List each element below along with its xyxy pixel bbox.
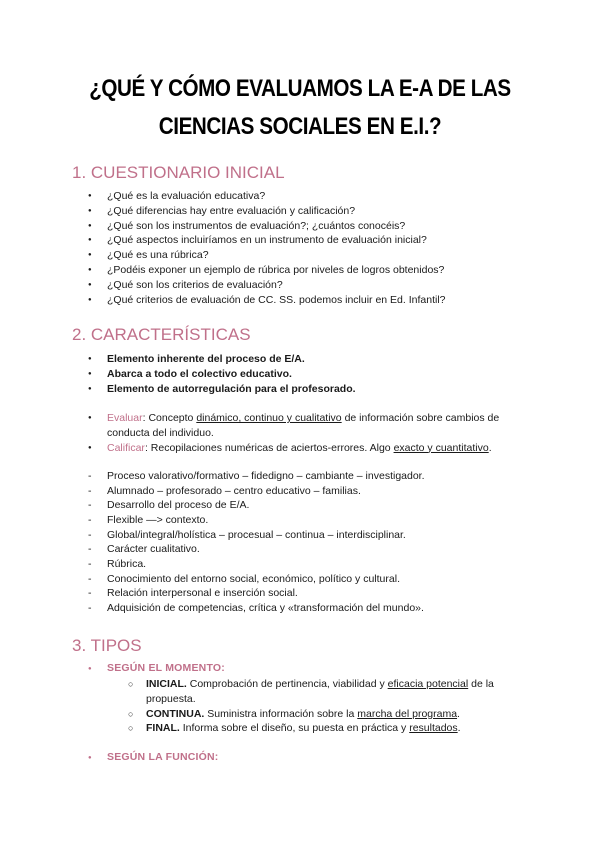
list-item bbox=[128, 707, 528, 722]
item-name: CONTINUA. bbox=[146, 707, 205, 720]
tipo-funcion-heading: ● SEGÚN LA FUNCIÓN: bbox=[88, 751, 219, 763]
underlined-text: eficacia potencial bbox=[387, 678, 469, 690]
item-text: Suministra información sobre la bbox=[204, 707, 358, 720]
rasgos-list bbox=[88, 469, 425, 616]
section-heading-cuestionario: 1. CUESTIONARIO INICIAL bbox=[72, 163, 285, 182]
list-item bbox=[128, 721, 528, 736]
list-item: - Global/integral/holística – procesual – continua – interdisciplinar. bbox=[88, 528, 425, 543]
definition-calificar bbox=[88, 441, 528, 456]
list-item: ● ¿Qué es una rúbrica? bbox=[88, 248, 446, 263]
item-text: de la propuesta. bbox=[146, 678, 494, 705]
list-item: ● ¿Qué criterios de evaluación de CC. SS. podemos incluir en Ed. Infantil? bbox=[88, 293, 446, 308]
list-item: - Relación interpersonal e inserción social. bbox=[88, 586, 425, 601]
list-item: ● ¿Qué diferencias hay entre evaluación y calificación? bbox=[88, 204, 446, 219]
underlined-text: marcha del programa bbox=[357, 707, 458, 720]
term-evaluar: Evaluar bbox=[107, 412, 143, 424]
list-item: ● Abarca a todo el colectivo educativo. bbox=[88, 367, 356, 382]
list-item: - Rúbrica. bbox=[88, 557, 425, 572]
section-heading-caracteristicas: 2. CARACTERÍSTICAS bbox=[72, 325, 251, 344]
list-item: ● ¿Qué aspectos incluiríamos en un instrumento de evaluación inicial? bbox=[88, 233, 446, 248]
definition-text: . bbox=[488, 441, 492, 454]
item-text: Informa sobre el diseño, su puesta en práctica y bbox=[179, 722, 410, 735]
list-item: ● Elemento inherente del proceso de E/A. bbox=[88, 352, 356, 367]
definition-evaluar bbox=[88, 411, 528, 441]
underlined-text: resultados bbox=[409, 722, 458, 735]
list-item bbox=[128, 677, 528, 707]
item-text: . bbox=[457, 722, 461, 735]
underlined-text: exacto y cuantitativo bbox=[393, 441, 489, 454]
list-item: - Carácter cualitativo. bbox=[88, 542, 425, 557]
tipo-momento-heading: ● SEGÚN EL MOMENTO: bbox=[88, 662, 225, 674]
term-calificar: Calificar bbox=[107, 441, 145, 454]
caracteristicas-bold-list bbox=[88, 352, 356, 396]
list-item: - Alumnado – profesorado – centro educativo – familias. bbox=[88, 484, 425, 499]
list-item: ● ¿Qué es la evaluación educativa? bbox=[88, 189, 446, 204]
list-item: ● ¿Qué son los criterios de evaluación? bbox=[88, 278, 446, 293]
list-item: - Adquisición de competencias, crítica y «transformación del mundo». bbox=[88, 601, 425, 616]
title-line-2: CIENCIAS SOCIALES EN E.I.? bbox=[158, 113, 442, 140]
cuestionario-list bbox=[88, 189, 446, 307]
definition-text: : Concepto bbox=[142, 412, 197, 424]
section-heading-tipos: 3. TIPOS bbox=[72, 636, 142, 655]
list-item: - Conocimiento del entorno social, económico, político y cultural. bbox=[88, 572, 425, 587]
underlined-text: dinámico, continuo y cualitativo bbox=[196, 412, 342, 424]
tipo-momento-list bbox=[128, 677, 528, 736]
list-item: - Desarrollo del proceso de E/A. bbox=[88, 498, 425, 513]
list-item: - Proceso valorativo/formativo – fidedigno – cambiante – investigador. bbox=[88, 469, 425, 484]
definitions-list bbox=[88, 411, 528, 455]
document-title bbox=[68, 70, 532, 146]
list-item: ● Elemento de autorregulación para el profesorado. bbox=[88, 382, 356, 397]
title-line-1: ¿QUÉ Y CÓMO EVALUAMOS LA E-A DE LAS bbox=[89, 75, 511, 102]
definition-text: : Recopilaciones numéricas de aciertos-errores. Algo bbox=[144, 441, 394, 454]
list-item: ● ¿Podéis exponer un ejemplo de rúbrica por niveles de logros obtenidos? bbox=[88, 263, 446, 278]
item-text: Comprobación de pertinencia, viabilidad y bbox=[186, 678, 388, 690]
item-name: FINAL. bbox=[146, 722, 180, 735]
list-item: ● ¿Qué son los instrumentos de evaluación?; ¿cuántos conocéis? bbox=[88, 219, 446, 234]
list-item: - Flexible —> contexto. bbox=[88, 513, 425, 528]
definition-text: de información sobre cambios de conducta del individuo. bbox=[107, 412, 500, 439]
item-text: . bbox=[457, 707, 460, 720]
item-name: INICIAL. bbox=[146, 678, 187, 690]
